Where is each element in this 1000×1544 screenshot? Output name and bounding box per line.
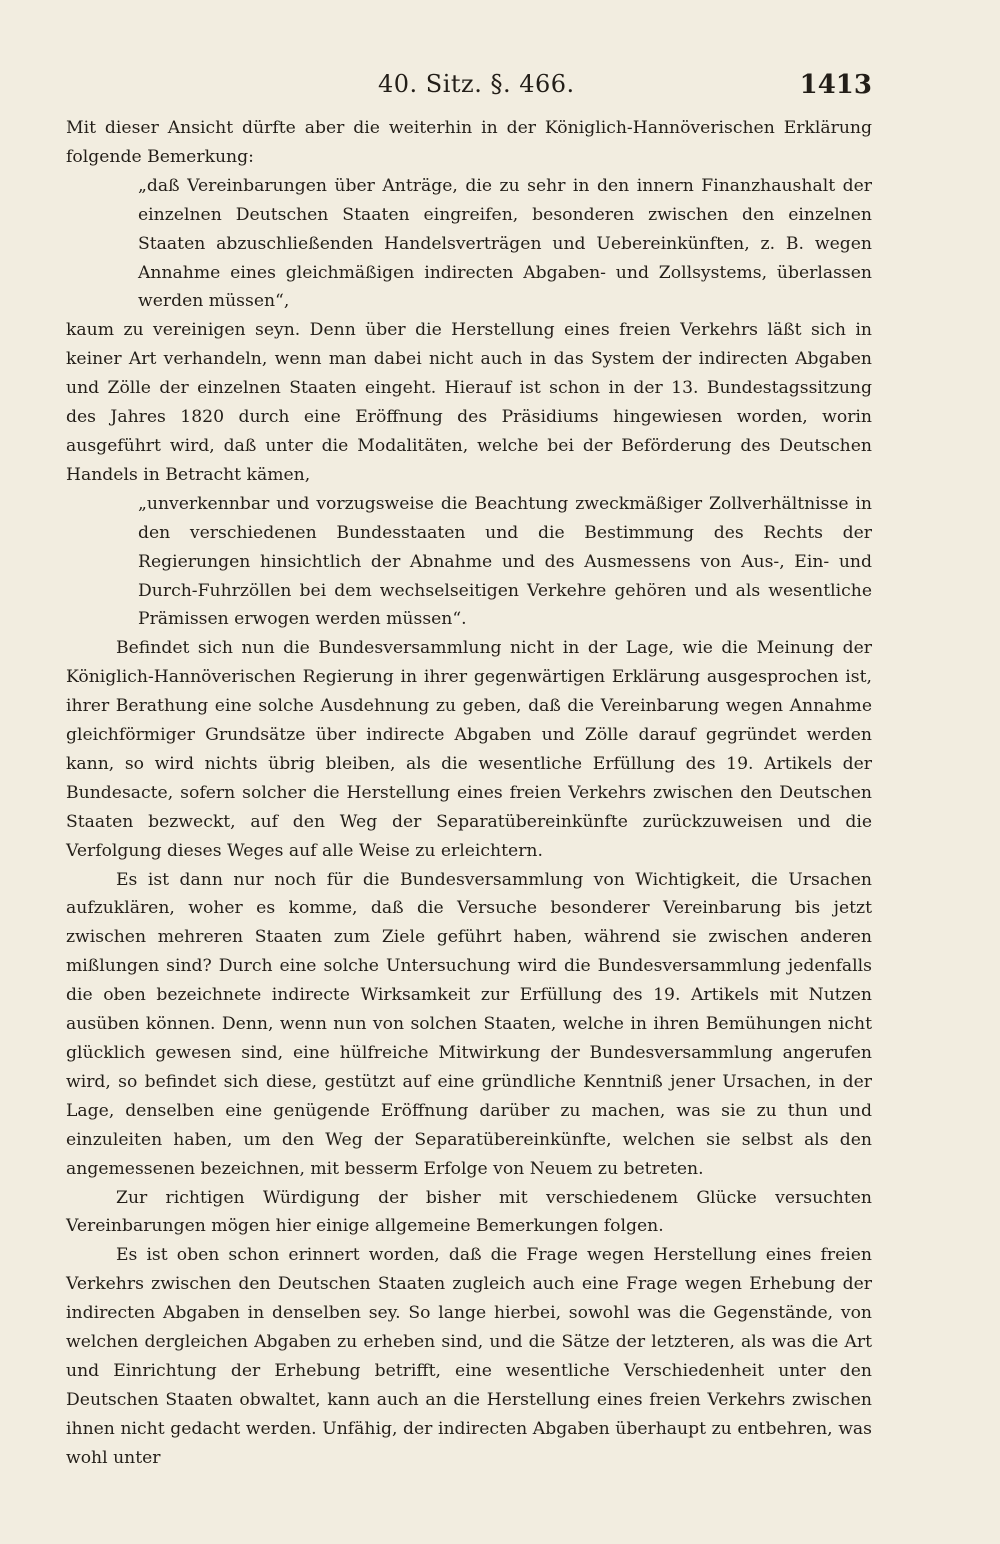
paragraph-freier-verkehr: Es ist oben schon erinnert worden, daß die Frage wegen Herstellung eines freien Verkehrs zwischen den Deutschen Staaten zugleich auch eine Frage wegen Erhebung der indirecten Abgaben in denselben sey. So lange hierbei, sowohl was die Gegenstände, von welchen dergleichen Abgaben zu erheben sind, und die Sätze der letzteren, als was die Art und Einrichtung der Erhebung betrifft, eine wesentliche Verschiedenheit unter den Deutschen Staaten obwaltet, kann auch an die Herstellung eines freien Verkehrs zwischen ihnen nicht gedacht werden. Unfähig, der indirecten Abgaben überhaupt zu entbehren, was wohl unter	[66, 1245, 872, 1468]
paragraph-wuerdigung: Zur richtigen Würdigung der bisher mit verschiedenem Glücke versuchten Vereinbarungen mögen hier einige allgemeine Bemerkungen folgen.	[66, 1187, 872, 1237]
paragraph-continuation: kaum zu vereinigen seyn. Denn über die Herstellung eines freien Verkehrs läßt sich in keiner Art verhandeln, wenn man dabei nicht auch in das System der indirecten Abgaben und Zölle der einzelnen Staaten eingeht. Hierauf ist schon in der 13. Bundestagssitzung des Jahres 1820 durch eine Eröffnung des Präsidiums hingewiesen worden, worin ausgeführt wird, daß unter die Modalitäten, welche bei der Beförderung des Deutschen Handels in Betracht kämen,	[66, 320, 872, 485]
page-number: 1413	[799, 70, 872, 100]
page-header	[66, 66, 872, 106]
body-text	[66, 114, 872, 1473]
quoted-passage-praesidium: „unverkennbar und vorzugsweise die Beachtung zweckmäßiger Zollverhältnisse in den verschiedenen Bundesstaaten und die Bestimmung des Rechts der Regierungen hinsichtlich der Abnahme und des Ausmessens von Aus-, Ein- und Durch-Fuhrzöllen bei dem wechselseitigen Verkehre gehören und als wesentliche Prämissen erwogen werden müssen“.	[138, 493, 872, 630]
paragraph-ursachen: Es ist dann nur noch für die Bundesversammlung von Wichtigkeit, die Ursachen aufzuklären, woher es komme, daß die Versuche besonderer Vereinbarung bis jetzt zwischen mehreren Staaten zum Ziele geführt haben, während sie zwischen anderen mißlungen sind? Durch eine solche Untersuchung wird die Bundesversammlung jedenfalls die oben bezeichnete indirecte Wirksamkeit zur Erfüllung des 19. Artikels mit Nutzen ausüben können. Denn, wenn nun von solchen Staaten, welche in ihren Bemühungen nicht glücklich gewesen sind, eine hülfreiche Mitwirkung der Bundesversammlung angerufen wird, so befindet sich diese, gestützt auf eine gründliche Kenntniß jener Ursachen, in der Lage, denselben eine genügende Eröffnung darüber zu machen, was sie zu thun und einzuleiten haben, um den Weg der Separatübereinkünfte, welchen sie selbst als den angemessenen bezeichnen, mit besserm Erfolge von Neuem zu betreten.	[66, 869, 872, 1179]
paragraph-intro: Mit dieser Ansicht dürfte aber die weiterhin in der Königlich-Hannöverischen Erklärung folgende Bemerkung:	[66, 118, 872, 167]
quoted-passage-hannover: „daß Vereinbarungen über Anträge, die zu sehr in den innern Finanzhaushalt der einzelnen Deutschen Staaten eingreifen, besonderen zwischen den einzelnen Staaten abzuschließenden Handelsverträgen und Uebereinkünften, z. B. wegen Annahme eines gleichmäßigen indirecten Abgaben- und Zollsystems, überlassen werden müssen“,	[138, 175, 872, 312]
paragraph-bundesversammlung: Befindet sich nun die Bundesversammlung nicht in der Lage, wie die Meinung der Königlich-Hannöverischen Regierung in ihrer gegenwärtigen Erklärung ausgesprochen ist, ihrer Berathung eine solche Ausdehnung zu geben, daß die Vereinbarung wegen Annahme gleichförmiger Grundsätze über indirecte Abgaben und Zölle darauf gegründet werden kann, so wird nichts übrig bleiben, als die wesentliche Erfüllung des 19. Artikels der Bundesacte, sofern solcher die Herstellung eines freien Verkehrs zwischen den Deutschen Staaten bezweckt, auf den Weg der Separatübereinkünfte zurückzuweisen und die Verfolgung dieses Weges auf alle Weise zu erleichtern.	[66, 638, 872, 861]
running-head: 40. Sitz. §. 466.	[378, 70, 575, 98]
